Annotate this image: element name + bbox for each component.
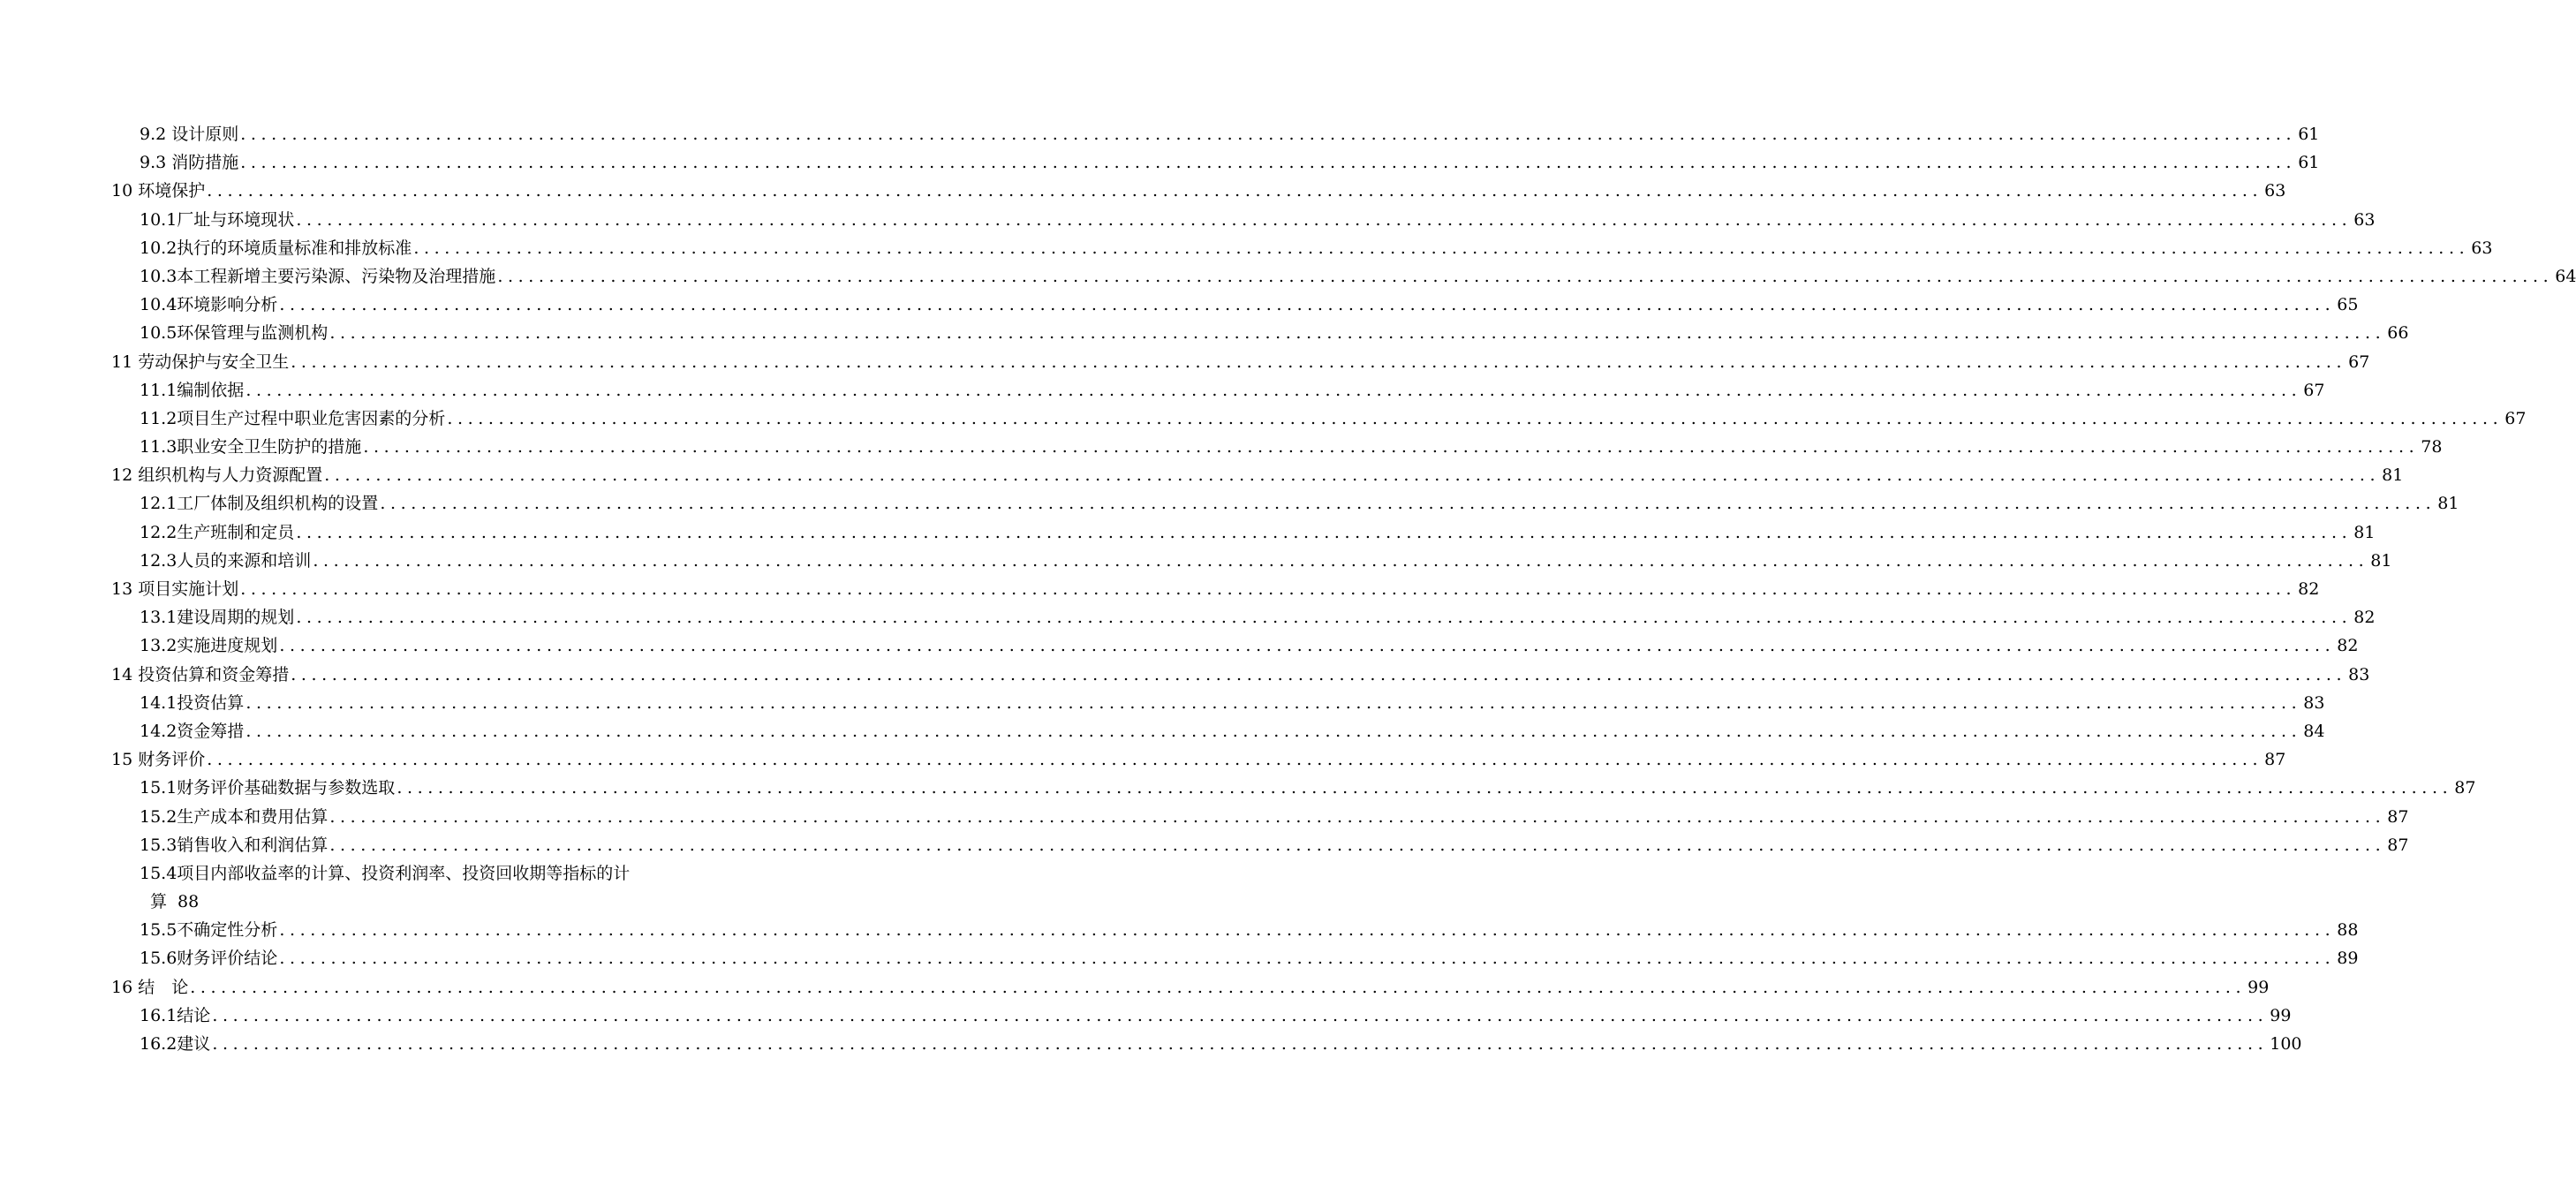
toc-dot-leader: ........................................................................................................................................................................................................ (279, 636, 2336, 656)
toc-dot-leader: ........................................................................................................................................................................................................ (240, 579, 2297, 599)
toc-section-entry[interactable] (111, 774, 2476, 802)
toc-chapter-entry[interactable] (111, 461, 2404, 489)
toc-dot-leader: ........................................................................................................................................................................................................ (207, 750, 2263, 770)
toc-entry-page-number: 83 (2303, 692, 2325, 713)
toc-entry-label: 10 环境保护 (111, 181, 206, 201)
toc-entry-label-continued: 算 (150, 892, 168, 912)
toc-section-entry[interactable] (111, 717, 2325, 745)
toc-entry-label: 15.4项目内部收益率的计算、投资利润率、投资回收期等指标的计 (140, 863, 631, 883)
toc-section-entry[interactable] (111, 916, 2359, 944)
toc-dot-leader: ........................................................................................................................................................................................................ (279, 949, 2336, 969)
toc-section-entry[interactable] (111, 547, 2392, 575)
toc-section-entry[interactable] (111, 404, 2527, 433)
toc-entry-label: 13.1建设周期的规划 (140, 608, 295, 628)
toc-entry-page-number: 81 (2382, 465, 2404, 486)
toc-entry-label: 12.1工厂体制及组织机构的设置 (140, 494, 379, 514)
toc-dot-leader: ........................................................................................................................................................................................................ (212, 1005, 2269, 1025)
toc-entry-page-number: 100 (2270, 1034, 2302, 1054)
toc-entry-page-number: 82 (2353, 608, 2376, 628)
toc-dot-leader: ........................................................................................................................................................................................................ (413, 238, 2470, 258)
toc-dot-leader: ........................................................................................................................................................................................................ (329, 835, 2386, 855)
toc-section-entry[interactable] (111, 148, 2320, 177)
toc-entry-page-number: 61 (2298, 125, 2320, 144)
toc-dot-leader: ........................................................................................................................................................................................................ (363, 437, 2420, 457)
toc-section-entry[interactable] (111, 689, 2325, 717)
toc-entry-page-number: 99 (2270, 1005, 2292, 1025)
toc-entry-label: 13.2实施进度规划 (140, 636, 278, 656)
toc-entry-page-number: 67 (2348, 352, 2370, 372)
toc-entry-page-number: 99 (2247, 977, 2270, 997)
toc-dot-leader: ........................................................................................................................................................................................................ (291, 352, 2347, 372)
toc-section-entry[interactable] (111, 944, 2359, 972)
toc-section-entry[interactable] (111, 120, 2320, 148)
toc-entry-label: 16 结 论 (111, 977, 189, 997)
toc-entry-label: 15.6财务评价结论 (140, 949, 278, 969)
toc-dot-leader: ........................................................................................................................................................................................................ (447, 408, 2504, 428)
toc-entry-page-number: 88 (178, 892, 200, 912)
toc-dot-leader: ........................................................................................................................................................................................................ (212, 1034, 2269, 1054)
toc-section-entry[interactable] (111, 603, 2376, 631)
toc-entry-page-number: 87 (2454, 778, 2476, 798)
toc-section-entry[interactable] (111, 803, 2409, 831)
toc-dot-leader: ........................................................................................................................................................................................................ (279, 920, 2336, 941)
toc-dot-leader: ........................................................................................................................................................................................................ (380, 494, 2436, 514)
toc-entry-label: 16.2建议 (140, 1034, 211, 1054)
toc-section-entry[interactable] (111, 1030, 2302, 1058)
toc-section-entry[interactable] (111, 831, 2409, 859)
toc-chapter-entry[interactable] (111, 348, 2370, 376)
toc-entry-page-number: 78 (2421, 437, 2443, 457)
toc-section-entry[interactable] (111, 1002, 2292, 1030)
toc-entry-label: 12 组织机构与人力资源配置 (111, 465, 323, 486)
toc-dot-leader: ........................................................................................................................................................................................................ (313, 550, 2369, 571)
toc-dot-leader: ........................................................................................................................................................................................................ (397, 778, 2453, 798)
toc-dot-leader: ........................................................................................................................................................................................................ (207, 181, 2263, 201)
toc-entry-page-number: 82 (2337, 636, 2359, 656)
toc-entry-label: 9.3 消防措施 (140, 153, 239, 173)
toc-entry-page-number: 81 (2370, 550, 2392, 571)
toc-section-entry[interactable] (111, 234, 2493, 262)
toc-chapter-entry[interactable] (111, 575, 2320, 603)
toc-entry-page-number: 63 (2264, 181, 2286, 201)
toc-chapter-entry[interactable] (111, 177, 2286, 205)
toc-entry-page-number: 87 (2387, 835, 2409, 855)
toc-entry-label: 16.1结论 (140, 1005, 211, 1025)
toc-entry-label: 10.3本工程新增主要污染源、污染物及治理措施 (140, 266, 496, 286)
toc-section-entry[interactable] (111, 376, 2325, 404)
toc-dot-leader: ........................................................................................................................................................................................................ (190, 977, 2247, 997)
toc-entry-page-number: 87 (2264, 750, 2286, 770)
toc-entry-page-number: 67 (2303, 380, 2325, 400)
toc-chapter-entry[interactable] (111, 745, 2286, 774)
toc-entry-page-number: 89 (2337, 949, 2359, 969)
toc-entry-page-number: 63 (2471, 238, 2493, 258)
toc-entry-label: 15.5不确定性分析 (140, 920, 278, 941)
table-of-contents (111, 120, 2576, 1058)
toc-entry-page-number: 64 (2555, 266, 2576, 286)
toc-entry-label: 15.3销售收入和利润估算 (140, 835, 329, 855)
toc-entry-label: 10.4环境影响分析 (140, 295, 278, 315)
toc-entry-label: 11.3职业安全卫生防护的措施 (140, 437, 362, 457)
toc-entry-page-number: 87 (2387, 806, 2409, 827)
toc-dot-leader: ........................................................................................................................................................................................................ (329, 806, 2386, 827)
toc-entry-page-number: 63 (2353, 209, 2376, 230)
toc-entry-page-number: 61 (2298, 153, 2320, 173)
toc-entry-label: 11 劳动保护与安全卫生 (111, 352, 290, 372)
toc-entry-page-number: 83 (2348, 664, 2370, 684)
toc-dot-leader: ........................................................................................................................................................................................................ (329, 323, 2386, 344)
toc-entry-label: 11.1编制依据 (140, 380, 245, 400)
toc-chapter-entry[interactable] (111, 661, 2370, 689)
toc-dot-leader: ........................................................................................................................................................................................................ (246, 721, 2302, 741)
toc-dot-leader: ........................................................................................................................................................................................................ (240, 125, 2297, 144)
toc-entry[interactable] (111, 859, 728, 916)
toc-entry-page-number: 65 (2337, 295, 2359, 315)
toc-entry-label: 10.2执行的环境质量标准和排放标准 (140, 238, 412, 258)
toc-section-entry[interactable] (111, 489, 2459, 518)
toc-dot-leader: ........................................................................................................................................................................................................ (296, 608, 2353, 628)
toc-entry-label: 10.1厂址与环境现状 (140, 209, 295, 230)
toc-entry-label: 14 投资估算和资金筹措 (111, 664, 290, 684)
toc-entry-label: 12.2生产班制和定员 (140, 522, 295, 542)
toc-dot-leader: ........................................................................................................................................................................................................ (324, 465, 2381, 486)
toc-entry-page-number: 88 (2337, 920, 2359, 941)
toc-entry-label: 14.2资金筹措 (140, 721, 245, 741)
toc-entry-page-number: 81 (2353, 522, 2376, 542)
toc-entry-page-number: 66 (2387, 323, 2409, 344)
toc-entry-page-number: 84 (2303, 721, 2325, 741)
toc-entry-label: 11.2项目生产过程中职业危害因素的分析 (140, 408, 446, 428)
toc-dot-leader: ........................................................................................................................................................................................................ (296, 209, 2353, 230)
toc-dot-leader: ........................................................................................................................................................................................................ (240, 153, 2297, 173)
toc-entry-label: 15 财务评价 (111, 750, 206, 770)
toc-section-entry[interactable] (111, 433, 2443, 461)
toc-entry-label: 15.1财务评价基础数据与参数选取 (140, 778, 396, 798)
toc-section-entry[interactable] (111, 262, 2576, 291)
toc-entry-label: 15.2生产成本和费用估算 (140, 806, 329, 827)
toc-dot-leader: ........................................................................................................................................................................................................ (246, 692, 2302, 713)
toc-entry-page-number: 82 (2298, 579, 2320, 599)
toc-entry-label: 9.2 设计原则 (140, 125, 239, 144)
toc-entry-label: 14.1投资估算 (140, 692, 245, 713)
toc-dot-leader: ........................................................................................................................................................................................................ (246, 380, 2302, 400)
toc-section-entry[interactable] (111, 291, 2359, 319)
toc-dot-leader: ........................................................................................................................................................................................................ (291, 664, 2347, 684)
toc-dot-leader: ........................................................................................................................................................................................................ (296, 522, 2353, 542)
toc-chapter-entry[interactable] (111, 973, 2270, 1002)
toc-entry-label: 12.3人员的来源和培训 (140, 550, 312, 571)
toc-section-entry[interactable] (111, 319, 2409, 347)
toc-entry-page-number: 67 (2504, 408, 2527, 428)
toc-section-entry[interactable] (111, 631, 2359, 660)
toc-entry-page-number: 81 (2437, 494, 2459, 514)
toc-entry-label: 10.5环保管理与监测机构 (140, 323, 329, 344)
toc-dot-leader: ........................................................................................................................................................................................................ (497, 266, 2554, 286)
toc-entry-label: 13 项目实施计划 (111, 579, 239, 599)
toc-dot-leader: ........................................................................................................................................................................................................ (279, 295, 2336, 315)
toc-section-entry[interactable] (111, 518, 2376, 547)
toc-section-entry[interactable] (111, 206, 2376, 234)
